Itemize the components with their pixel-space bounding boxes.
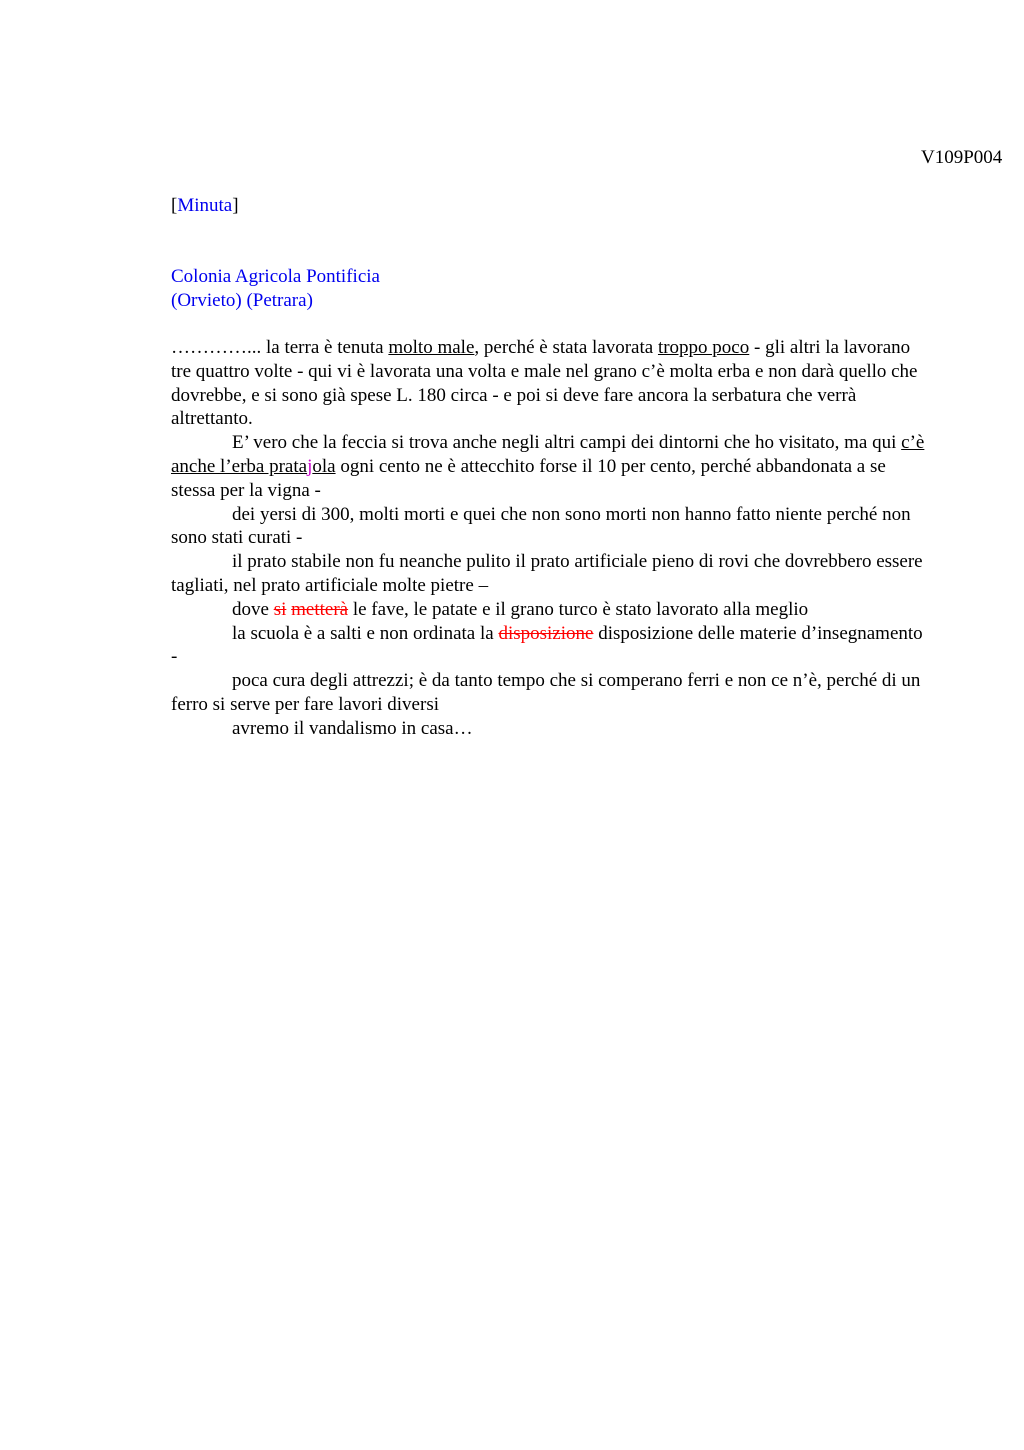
underlined-text: molto male — [388, 337, 475, 358]
document-heading — [171, 265, 380, 313]
underlined-text: c’è anche l’erba prata — [171, 432, 925, 477]
text-run: la scuola è a salti e non ordinata la — [232, 622, 499, 644]
paragraph-7: poca cura degli attrezzi; è da tanto tempo che si comperano ferri e non ce n’è, perché di un ferro si serve per fare lavori diversi — [171, 670, 921, 715]
paragraph-1 — [171, 336, 931, 431]
paragraph-8: avremo il vandalismo in casa… — [232, 717, 473, 739]
document-tag — [171, 194, 239, 218]
text-run: dove — [232, 598, 274, 620]
heading-line-2: (Orvieto) (Petrara) — [171, 289, 313, 311]
tag-close-bracket: ] — [232, 195, 239, 216]
paragraph-5 — [171, 598, 931, 622]
text-run: …………... la terra è tenuta — [171, 337, 389, 358]
tag-open-bracket: [ — [171, 195, 178, 216]
deleted-text: metterà — [291, 598, 349, 620]
document-id: V109P004 — [921, 147, 1003, 168]
document-body — [171, 336, 931, 741]
text-run: le fave, le patate e il grano turco è stato lavorato alla meglio — [348, 598, 809, 620]
deleted-text: si — [273, 598, 287, 620]
underlined-text: ola — [312, 455, 336, 477]
text-run: ogni cento ne è attecchito forse il 10 per cento, perché abbandonata a se stessa per la vigna - — [171, 455, 886, 501]
paragraph-4: il prato stabile non fu neanche pulito il prato artificiale pieno di rovi che dovrebbero essere tagliati, nel prato artificiale molte pietre – — [171, 551, 923, 596]
inserted-letter: j — [307, 455, 313, 477]
text-run: - gli altri la lavorano tre quattro volte - qui vi è lavorata una volta e male nel grano c’è molta erba e non darà quello che dovrebbe, e si sono già spese L. 180 circa - e poi si deve fare ancora la serbatura che verrà altrettanto. — [171, 337, 918, 430]
deleted-text: disposizione — [498, 622, 594, 644]
tag-label: Minuta — [177, 195, 233, 216]
text-run: E’ vero che la feccia si trova anche negli altri campi dei dintorni che ho visitato, ma qui — [232, 432, 902, 454]
heading-line-1: Colonia Agricola Pontificia — [171, 266, 380, 287]
text-run: disposizione delle materie d’insegnamento - — [171, 622, 923, 668]
paragraph-2 — [171, 431, 931, 502]
text-run: , perché è stata lavorata — [474, 337, 658, 358]
paragraph-3: dei yersi di 300, molti morti e quei che non sono morti non hanno fatto niente perché non sono stati curati - — [171, 503, 911, 549]
paragraph-6 — [171, 622, 931, 670]
underlined-text: troppo poco — [657, 337, 750, 358]
